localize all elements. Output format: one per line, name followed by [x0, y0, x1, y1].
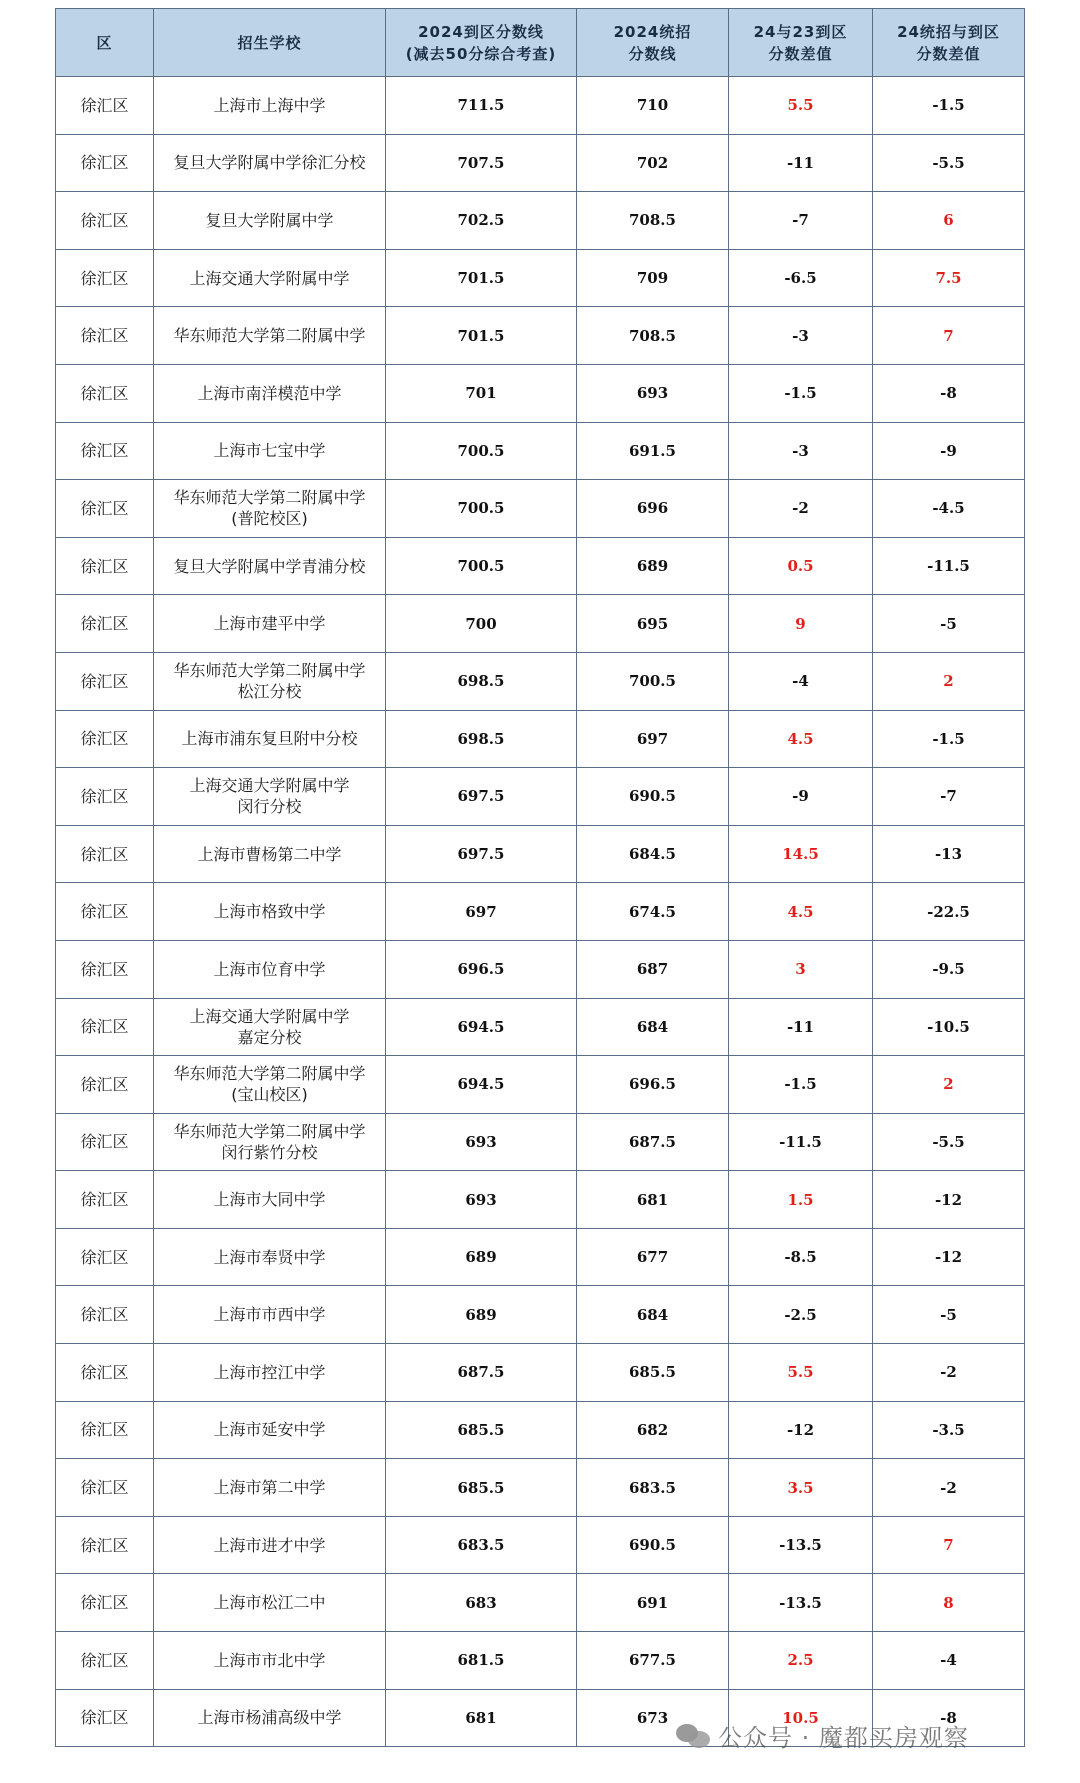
table-row [56, 1286, 1025, 1344]
school-name-line: 闵行紫竹分校 [221, 1142, 318, 1162]
school-cell [154, 307, 386, 365]
general-line-cell: 708.5 [577, 192, 729, 250]
diff-general-cell: -5.5 [873, 134, 1025, 192]
diff-2423-cell: 3.5 [729, 1459, 873, 1517]
diff-2423-cell: 4.5 [729, 710, 873, 768]
header-district-line1: 区 [96, 33, 113, 52]
diff-2423-cell: -11.5 [729, 1113, 873, 1171]
header-district [56, 9, 154, 77]
district-cell: 徐汇区 [56, 537, 154, 595]
district-line-cell: 693 [386, 1171, 577, 1229]
diff-2423-cell: -3 [729, 307, 873, 365]
district-line-cell: 697.5 [386, 825, 577, 883]
table-row [56, 480, 1025, 538]
school-name-line: 上海市位育中学 [213, 959, 326, 979]
school-name-line: 上海交通大学附属中学 [189, 268, 350, 288]
district-line-cell: 687.5 [386, 1344, 577, 1402]
table-row [56, 1574, 1025, 1632]
school-name-line: 华东师范大学第二附属中学 [173, 488, 366, 508]
general-line-cell: 681 [577, 1171, 729, 1229]
general-line-cell: 687 [577, 940, 729, 998]
header-general-line [577, 9, 729, 77]
header-district-line-line1: 2024到区分数线 [418, 22, 544, 41]
school-cell [154, 192, 386, 250]
school-cell [154, 77, 386, 135]
table-row [56, 1344, 1025, 1402]
school-name-line: 上海市大同中学 [213, 1190, 326, 1210]
table-row [56, 249, 1025, 307]
district-cell: 徐汇区 [56, 480, 154, 538]
diff-2423-cell: 10.5 [729, 1689, 873, 1747]
district-cell: 徐汇区 [56, 1689, 154, 1747]
diff-2423-cell: 1.5 [729, 1171, 873, 1229]
district-line-cell: 685.5 [386, 1401, 577, 1459]
district-cell: 徐汇区 [56, 1286, 154, 1344]
table-row [56, 940, 1025, 998]
diff-general-cell: -3.5 [873, 1401, 1025, 1459]
district-line-cell: 698.5 [386, 710, 577, 768]
district-cell: 徐汇区 [56, 1344, 154, 1402]
district-line-cell: 701.5 [386, 249, 577, 307]
district-line-cell: 681.5 [386, 1632, 577, 1690]
diff-2423-cell: 3 [729, 940, 873, 998]
school-name-line: 上海市第二中学 [213, 1478, 326, 1498]
district-cell: 徐汇区 [56, 1056, 154, 1114]
district-line-cell: 698.5 [386, 652, 577, 710]
school-cell [154, 1056, 386, 1114]
table-row [56, 422, 1025, 480]
school-name-line: 上海市控江中学 [213, 1362, 326, 1382]
header-diff-2423-line1: 24与23到区 [753, 22, 848, 41]
header-diff-general [873, 9, 1025, 77]
general-line-cell: 684.5 [577, 825, 729, 883]
district-line-cell: 707.5 [386, 134, 577, 192]
general-line-cell: 691 [577, 1574, 729, 1632]
diff-general-cell: 7.5 [873, 249, 1025, 307]
table-body [56, 77, 1025, 1747]
diff-general-cell: -2 [873, 1459, 1025, 1517]
table-row [56, 1056, 1025, 1114]
school-cell [154, 1689, 386, 1747]
district-cell: 徐汇区 [56, 652, 154, 710]
diff-general-cell: -13 [873, 825, 1025, 883]
school-cell [154, 652, 386, 710]
school-name-line: 上海市松江二中 [213, 1593, 326, 1613]
school-cell [154, 1171, 386, 1229]
district-line-cell: 700 [386, 595, 577, 653]
table-row [56, 1516, 1025, 1574]
header-district-line-line2: (减去50分综合考查) [405, 44, 557, 63]
general-line-cell: 695 [577, 595, 729, 653]
header-district-line [386, 9, 577, 77]
diff-general-cell: -4.5 [873, 480, 1025, 538]
district-cell: 徐汇区 [56, 1171, 154, 1229]
diff-2423-cell: -11 [729, 134, 873, 192]
table-row [56, 998, 1025, 1056]
district-line-cell: 697.5 [386, 768, 577, 826]
district-line-cell: 683.5 [386, 1516, 577, 1574]
header-diff-2423-line2: 分数差值 [768, 44, 833, 63]
school-cell [154, 1632, 386, 1690]
school-cell [154, 1228, 386, 1286]
diff-general-cell: -5 [873, 1286, 1025, 1344]
score-table-container [55, 8, 1024, 1747]
district-line-cell: 700.5 [386, 537, 577, 595]
general-line-cell: 682 [577, 1401, 729, 1459]
diff-2423-cell: -13.5 [729, 1574, 873, 1632]
diff-2423-cell: -7 [729, 192, 873, 250]
school-cell [154, 1574, 386, 1632]
school-name-line: 复旦大学附属中学 [205, 210, 334, 230]
diff-2423-cell: 0.5 [729, 537, 873, 595]
general-line-cell: 691.5 [577, 422, 729, 480]
school-cell [154, 998, 386, 1056]
table-row [56, 825, 1025, 883]
school-name-line: 上海市建平中学 [213, 614, 326, 634]
school-cell [154, 1401, 386, 1459]
school-cell [154, 537, 386, 595]
table-row [56, 192, 1025, 250]
district-cell: 徐汇区 [56, 998, 154, 1056]
table-header [56, 9, 1025, 77]
school-name-line: 上海市奉贤中学 [213, 1247, 326, 1267]
table-row [56, 1689, 1025, 1747]
table-row [56, 710, 1025, 768]
table-row [56, 1401, 1025, 1459]
district-line-cell: 711.5 [386, 77, 577, 135]
diff-general-cell: -11.5 [873, 537, 1025, 595]
diff-general-cell: -8 [873, 364, 1025, 422]
diff-2423-cell: -12 [729, 1401, 873, 1459]
diff-general-cell: -4 [873, 1632, 1025, 1690]
general-line-cell: 673 [577, 1689, 729, 1747]
diff-general-cell: -12 [873, 1228, 1025, 1286]
diff-2423-cell: -6.5 [729, 249, 873, 307]
diff-2423-cell: 14.5 [729, 825, 873, 883]
school-name-line: 上海市市西中学 [213, 1305, 326, 1325]
table-row [56, 77, 1025, 135]
school-name-line: 上海市杨浦高级中学 [197, 1708, 342, 1728]
score-table [55, 8, 1025, 1747]
school-name-line: 复旦大学附属中学徐汇分校 [173, 153, 366, 173]
school-name-line: 嘉定分校 [237, 1027, 302, 1047]
district-cell: 徐汇区 [56, 77, 154, 135]
district-line-cell: 685.5 [386, 1459, 577, 1517]
district-cell: 徐汇区 [56, 940, 154, 998]
school-name-line: 上海交通大学附属中学 [189, 1006, 350, 1026]
general-line-cell: 690.5 [577, 1516, 729, 1574]
general-line-cell: 684 [577, 998, 729, 1056]
school-name-line: (普陀校区) [231, 509, 308, 529]
district-cell: 徐汇区 [56, 768, 154, 826]
school-cell [154, 710, 386, 768]
general-line-cell: 690.5 [577, 768, 729, 826]
school-name-line: 上海市七宝中学 [213, 441, 326, 461]
general-line-cell: 700.5 [577, 652, 729, 710]
school-name-line: 松江分校 [237, 682, 302, 702]
district-cell: 徐汇区 [56, 1113, 154, 1171]
diff-2423-cell: -1.5 [729, 364, 873, 422]
district-line-cell: 694.5 [386, 1056, 577, 1114]
header-row [56, 9, 1025, 77]
table-row [56, 1171, 1025, 1229]
diff-general-cell: 6 [873, 192, 1025, 250]
district-line-cell: 700.5 [386, 422, 577, 480]
table-row [56, 652, 1025, 710]
general-line-cell: 685.5 [577, 1344, 729, 1402]
school-name-line: 上海交通大学附属中学 [189, 776, 350, 796]
school-cell [154, 1459, 386, 1517]
district-cell: 徐汇区 [56, 134, 154, 192]
table-row [56, 134, 1025, 192]
diff-2423-cell: -13.5 [729, 1516, 873, 1574]
diff-2423-cell: -2.5 [729, 1286, 873, 1344]
district-cell: 徐汇区 [56, 1632, 154, 1690]
district-cell: 徐汇区 [56, 307, 154, 365]
general-line-cell: 674.5 [577, 883, 729, 941]
general-line-cell: 702 [577, 134, 729, 192]
diff-2423-cell: -11 [729, 998, 873, 1056]
school-name-line: 上海市进才中学 [213, 1535, 326, 1555]
diff-2423-cell: 2.5 [729, 1632, 873, 1690]
school-cell [154, 1516, 386, 1574]
general-line-cell: 697 [577, 710, 729, 768]
district-cell: 徐汇区 [56, 422, 154, 480]
diff-general-cell: -5 [873, 595, 1025, 653]
general-line-cell: 693 [577, 364, 729, 422]
general-line-cell: 684 [577, 1286, 729, 1344]
district-line-cell: 701 [386, 364, 577, 422]
header-school-line1: 招生学校 [237, 33, 302, 52]
general-line-cell: 696 [577, 480, 729, 538]
table-row [56, 307, 1025, 365]
header-diff-general-line1: 24统招与到区 [897, 22, 1000, 41]
table-row [56, 768, 1025, 826]
diff-general-cell: 8 [873, 1574, 1025, 1632]
school-cell [154, 480, 386, 538]
diff-general-cell: -22.5 [873, 883, 1025, 941]
general-line-cell: 683.5 [577, 1459, 729, 1517]
general-line-cell: 687.5 [577, 1113, 729, 1171]
school-cell [154, 134, 386, 192]
school-cell [154, 1344, 386, 1402]
school-cell [154, 883, 386, 941]
district-line-cell: 701.5 [386, 307, 577, 365]
table-row [56, 1459, 1025, 1517]
general-line-cell: 708.5 [577, 307, 729, 365]
school-cell [154, 1286, 386, 1344]
header-general-line-line2: 分数线 [628, 44, 677, 63]
district-line-cell: 700.5 [386, 480, 577, 538]
diff-2423-cell: -4 [729, 652, 873, 710]
general-line-cell: 709 [577, 249, 729, 307]
diff-general-cell: -10.5 [873, 998, 1025, 1056]
table-row [56, 1113, 1025, 1171]
school-name-line: 复旦大学附属中学青浦分校 [173, 556, 366, 576]
table-row [56, 883, 1025, 941]
diff-2423-cell: -1.5 [729, 1056, 873, 1114]
school-name-line: 闵行分校 [237, 797, 302, 817]
diff-general-cell: 2 [873, 652, 1025, 710]
district-cell: 徐汇区 [56, 1228, 154, 1286]
general-line-cell: 696.5 [577, 1056, 729, 1114]
district-line-cell: 689 [386, 1286, 577, 1344]
diff-general-cell: -1.5 [873, 710, 1025, 768]
district-line-cell: 702.5 [386, 192, 577, 250]
general-line-cell: 677 [577, 1228, 729, 1286]
diff-2423-cell: -2 [729, 480, 873, 538]
school-name-line: 华东师范大学第二附属中学 [173, 326, 366, 346]
school-cell [154, 825, 386, 883]
diff-general-cell: 2 [873, 1056, 1025, 1114]
diff-general-cell: -8 [873, 1689, 1025, 1747]
district-line-cell: 694.5 [386, 998, 577, 1056]
diff-general-cell: -5.5 [873, 1113, 1025, 1171]
district-cell: 徐汇区 [56, 1401, 154, 1459]
school-name-line: 上海市浦东复旦附中分校 [181, 729, 358, 749]
district-cell: 徐汇区 [56, 595, 154, 653]
table-row [56, 537, 1025, 595]
table-row [56, 1228, 1025, 1286]
diff-general-cell: -1.5 [873, 77, 1025, 135]
diff-2423-cell: 4.5 [729, 883, 873, 941]
school-name-line: 上海市格致中学 [213, 902, 326, 922]
school-name-line: 上海市市北中学 [213, 1650, 326, 1670]
general-line-cell: 689 [577, 537, 729, 595]
school-name-line: 上海市上海中学 [213, 95, 326, 115]
school-name-line: 华东师范大学第二附属中学 [173, 1121, 366, 1141]
header-general-line-line1: 2024统招 [613, 22, 692, 41]
district-cell: 徐汇区 [56, 1574, 154, 1632]
school-cell [154, 364, 386, 422]
diff-2423-cell: 9 [729, 595, 873, 653]
table-row [56, 1632, 1025, 1690]
header-diff-2423 [729, 9, 873, 77]
table-row [56, 364, 1025, 422]
school-cell [154, 1113, 386, 1171]
district-cell: 徐汇区 [56, 192, 154, 250]
table-row [56, 595, 1025, 653]
district-cell: 徐汇区 [56, 364, 154, 422]
school-name-line: 上海市延安中学 [213, 1420, 326, 1440]
district-line-cell: 693 [386, 1113, 577, 1171]
diff-general-cell: -9.5 [873, 940, 1025, 998]
school-name-line: 华东师范大学第二附属中学 [173, 1064, 366, 1084]
general-line-cell: 677.5 [577, 1632, 729, 1690]
header-diff-general-line2: 分数差值 [916, 44, 981, 63]
district-line-cell: 696.5 [386, 940, 577, 998]
district-line-cell: 689 [386, 1228, 577, 1286]
diff-general-cell: 7 [873, 307, 1025, 365]
school-name-line: 上海市曹杨第二中学 [197, 844, 342, 864]
school-cell [154, 940, 386, 998]
diff-2423-cell: -8.5 [729, 1228, 873, 1286]
general-line-cell: 710 [577, 77, 729, 135]
diff-general-cell: 7 [873, 1516, 1025, 1574]
district-cell: 徐汇区 [56, 825, 154, 883]
diff-general-cell: -2 [873, 1344, 1025, 1402]
district-cell: 徐汇区 [56, 1516, 154, 1574]
header-school [154, 9, 386, 77]
district-cell: 徐汇区 [56, 1459, 154, 1517]
diff-2423-cell: 5.5 [729, 77, 873, 135]
district-cell: 徐汇区 [56, 710, 154, 768]
diff-2423-cell: -9 [729, 768, 873, 826]
watermark-text: 公众号 · 魔都买房观察 [718, 1723, 969, 1752]
school-name-line: (宝山校区) [231, 1085, 308, 1105]
diff-2423-cell: 5.5 [729, 1344, 873, 1402]
district-line-cell: 681 [386, 1689, 577, 1747]
district-line-cell: 697 [386, 883, 577, 941]
diff-general-cell: -7 [873, 768, 1025, 826]
school-cell [154, 422, 386, 480]
diff-general-cell: -12 [873, 1171, 1025, 1229]
diff-general-cell: -9 [873, 422, 1025, 480]
diff-2423-cell: -3 [729, 422, 873, 480]
school-name-line: 华东师范大学第二附属中学 [173, 661, 366, 681]
school-name-line: 上海市南洋模范中学 [197, 383, 342, 403]
school-cell [154, 249, 386, 307]
district-cell: 徐汇区 [56, 249, 154, 307]
school-cell [154, 768, 386, 826]
district-line-cell: 683 [386, 1574, 577, 1632]
district-cell: 徐汇区 [56, 883, 154, 941]
school-cell [154, 595, 386, 653]
